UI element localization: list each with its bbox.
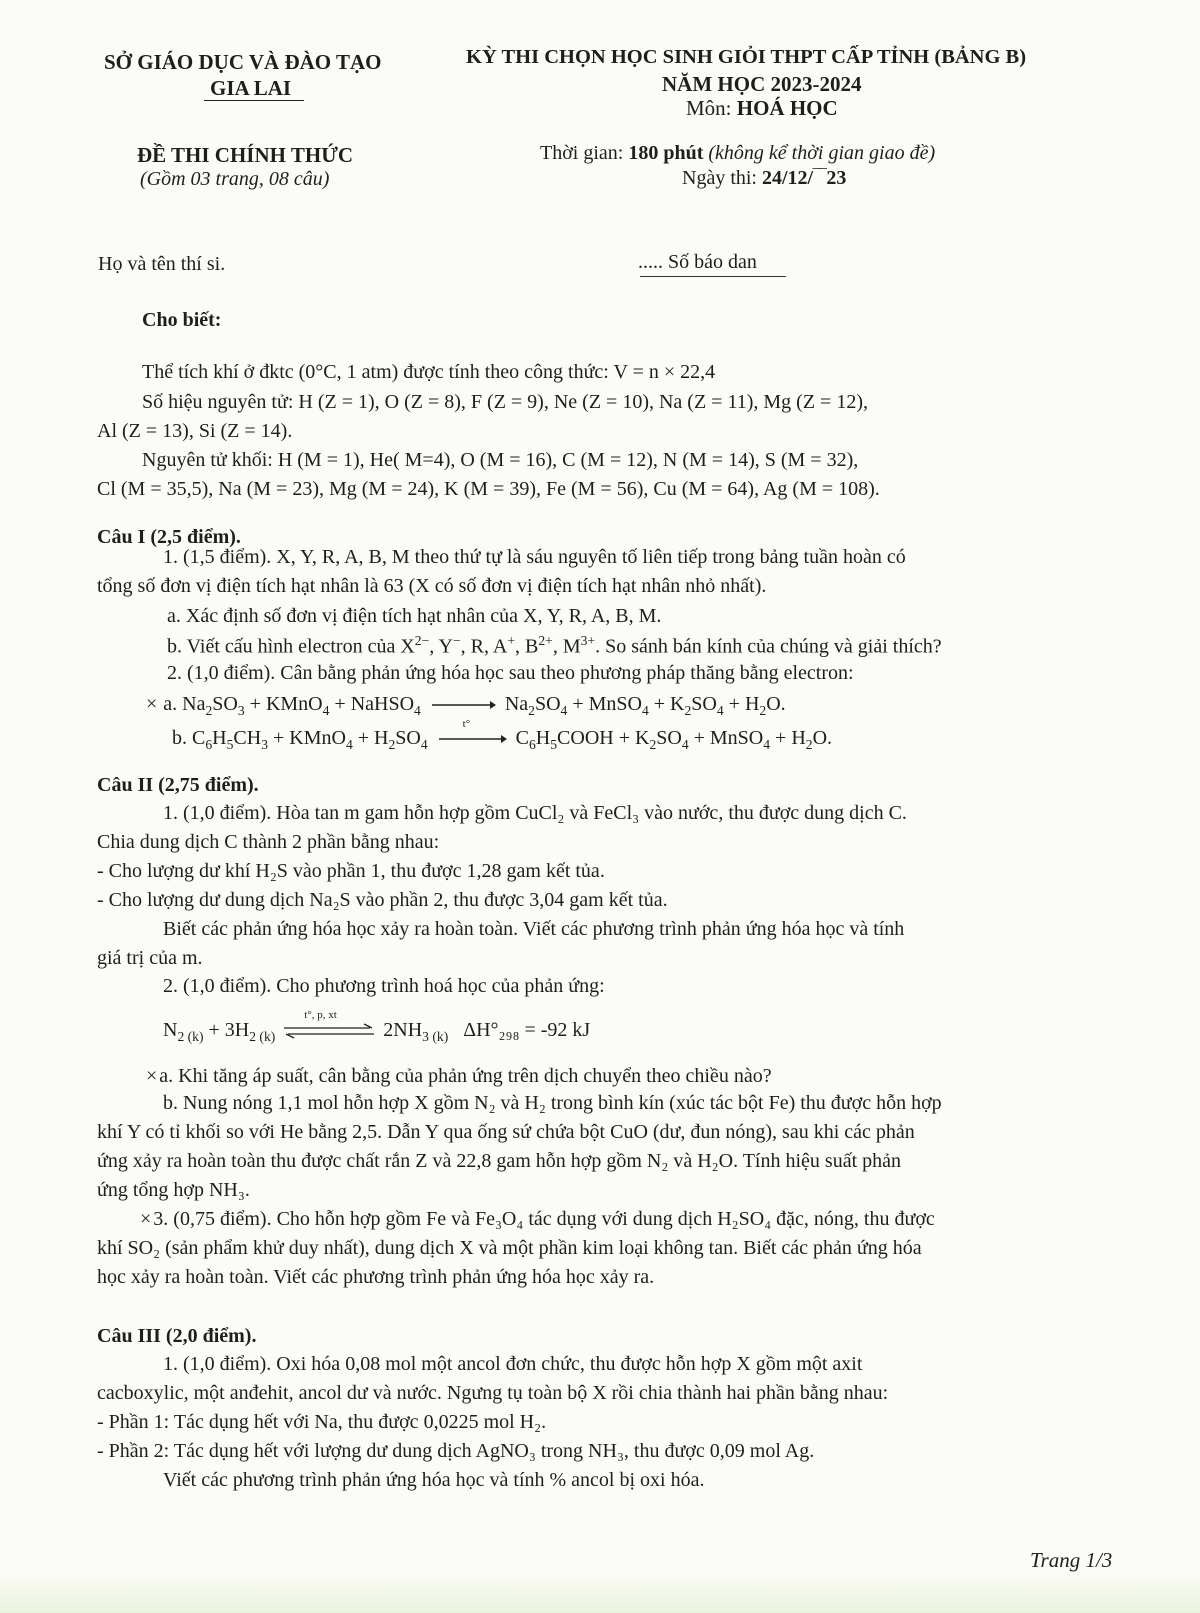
q2-title: Câu II (2,75 điểm). [97, 774, 259, 796]
subject-line [686, 98, 838, 119]
reaction-arrow [430, 698, 496, 712]
q1-part-b-tail: . So sánh bán kính của chúng và giải thích? [595, 635, 942, 658]
q2-part-b-line1: b. Nung nóng 1,1 mol hỗn hợp X gồm N₂ và H₂ trong bình kín (xúc tác bột Fe) thu được hỗn hợp [163, 1092, 942, 1114]
page-count-note: (Gồm 03 trang, 08 câu) [140, 168, 330, 190]
q1-part-a: a. Xác định số đơn vị điện tích hạt nhân của X, Y, R, A, B, M. [167, 605, 662, 627]
q2-part-b-line3: ứng xảy ra hoàn toàn thu được chất rắn Z và 22,8 gam hỗn hợp gồm N₂ và H₂O. Tính hiệu suất phản [97, 1150, 902, 1172]
q1-p1-line2: tổng số đơn vị điện tích hạt nhân là 63 (X có số đơn vị điện tích hạt nhân nhỏ nhất). [97, 575, 767, 597]
arrow-condition: t° [462, 718, 471, 731]
q1-part-b-text: b. Viết cấu hình electron của X [167, 635, 415, 658]
q3-title: Câu III (2,0 điểm). [97, 1325, 257, 1347]
province-name: GIA LAI [210, 76, 292, 100]
enthalpy: ΔH°₂₉₈ = -92 kJ [463, 1019, 591, 1041]
q1-title: Câu I (2,5 điểm). [97, 526, 241, 548]
q2-part-a [146, 1066, 772, 1086]
official-label: ĐỀ THI CHÍNH THỨC [137, 143, 354, 167]
q3-p1-line3: - Phần 1: Tác dụng hết với Na, thu được 0,0225 mol H₂. [97, 1411, 547, 1433]
department-name: SỞ GIÁO DỤC VÀ ĐÀO TẠO [104, 50, 382, 74]
q3-p1-line4: - Phần 2: Tác dụng hết với lượng dư dung dịch AgNO₃ trong NH₃, thu được 0,09 mol Ag. [97, 1440, 815, 1462]
q2-p1-line3: - Cho lượng dư khí H₂S vào phần 1, thu được 1,28 gam kết tủa. [97, 860, 605, 882]
q2-part-a-text: a. Khi tăng áp suất, cân bằng của phản ứng trên dịch chuyển theo chiều nào? [159, 1065, 772, 1087]
time-note: (không kể thời gian giao đề) [708, 142, 936, 164]
q2-p3-line2: khí SO₂ (sản phẩm khử duy nhất), dung dịch X và một phần kim loại không tan. Biết các phản ứng hóa [97, 1237, 922, 1259]
q2-p3-text: 3. (0,75 điểm). Cho hỗn hợp gồm Fe và Fe₃O₄ tác dụng với dung dịch H₂SO₄ đặc, nóng, thu được [153, 1208, 935, 1230]
subject-name: HOÁ HỌC [736, 96, 838, 120]
q2-equation: $N_{2 (k)} + 3H_{2 (k)}$ t°, p, xt $2NH_{3 (k)}$ ΔH°₂₉₈ = -92 kJ [163, 1009, 591, 1044]
q1-eq-a: × a. $Na_2SO_3$ + KMnO$_4$ + NaHSO$_4$ $Na_2SO_4$ + MnSO$_4$ + $K_2SO_4 + H_2O$. [146, 693, 786, 718]
q2-p3-line3: học xảy ra hoàn toàn. Viết các phương trình phản ứng hóa học xảy ra. [97, 1266, 655, 1288]
q2-part-b-line4: ứng tổng hợp NH₃. [97, 1179, 250, 1201]
q1-eq-a-label: a. [163, 693, 178, 715]
date-value: 24/12/‾‾23 [762, 167, 847, 189]
q2-part-b-line2: khí Y có tỉ khối so với He bằng 2,5. Dẫn Y qua ống sứ chứa bột CuO (dư, đun nóng), sau khi các phản [97, 1121, 915, 1143]
q1-part-b: b. Viết cấu hình electron của $X^{2-}$, Y−, R, A+, $B^{2+}$, $M^{3+}$. So sánh bán kính của chúng và giải thích? [167, 633, 942, 658]
candidate-number-line [640, 276, 786, 277]
q2-p1-line2: Chia dung dịch C thành 2 phần bằng nhau: [97, 831, 440, 853]
time-value: 180 phút [628, 142, 704, 164]
q2-p3-line1 [140, 1209, 935, 1229]
cross-mark: × [146, 1065, 158, 1087]
q1-eq-b-label: b. [172, 727, 187, 749]
given-line-m1: Nguyên tử khối: H (M = 1), He( M=4), O (M = 16), C (M = 12), N (M = 14), S (M = 32), [142, 449, 859, 471]
date-line [682, 168, 846, 188]
school-year: NĂM HỌC 2023-2024 [662, 72, 862, 96]
reaction-arrow-heated [437, 718, 507, 747]
candidate-name-label: Họ và tên thí si. [98, 253, 226, 275]
q2-p1-line1: 1. (1,0 điểm). Hòa tan m gam hỗn hợp gồm CuCl₂ và FeCl₃ vào nước, thu được dung dịch C. [163, 802, 907, 824]
scan-edge-tint [0, 1573, 1200, 1613]
time-line [540, 143, 935, 163]
given-line-m2: Cl (M = 35,5), Na (M = 23), Mg (M = 24), K (M = 39), Fe (M = 56), Cu (M = 64), Ag (M = 108). [97, 478, 880, 500]
cross-mark: × [140, 1208, 152, 1230]
q1-p1-line1: 1. (1,5 điểm). X, Y, R, A, B, M theo thứ tự là sáu nguyên tố liên tiếp trong bảng tuần hoàn có [163, 546, 906, 568]
subject-label: Môn: [686, 96, 732, 120]
exam-title: KỲ THI CHỌN HỌC SINH GIỎI THPT CẤP TỈNH (BẢNG B) [466, 46, 1027, 68]
date-label: Ngày thi: [682, 167, 757, 189]
arrow-condition: t°, p, xt [304, 1009, 337, 1022]
q2-p1-line5: Biết các phản ứng hóa học xảy ra hoàn toàn. Viết các phương trình phản ứng hóa học và tính [163, 918, 905, 940]
q2-p2: 2. (1,0 điểm). Cho phương trình hoá học của phản ứng: [163, 975, 605, 997]
q3-p1-line2: cacboxylic, một anđehit, ancol dư và nước. Ngưng tụ toàn bộ X rồi chia thành hai phần bằng nhau: [97, 1382, 889, 1404]
time-label: Thời gian: [540, 142, 624, 164]
candidate-number-label: ..... Số báo dan [638, 251, 757, 273]
cross-mark: × [146, 693, 158, 715]
equilibrium-arrow [282, 1009, 376, 1040]
given-line-z1: Số hiệu nguyên tử: H (Z = 1), O (Z = 8), F (Z = 9), Ne (Z = 10), Na (Z = 11), Mg (Z = 12), [142, 391, 868, 413]
q2-p1-line4: - Cho lượng dư dung dịch Na₂S vào phần 2, thu được 3,04 gam kết tủa. [97, 889, 668, 911]
q1-p2: 2. (1,0 điểm). Cân bằng phản ứng hóa học sau theo phương pháp thăng bằng electron: [167, 662, 854, 684]
given-line-gas: Thể tích khí ở đktc (0°C, 1 atm) được tính theo công thức: V = n × 22,4 [142, 361, 716, 383]
q2-p1-line6: giá trị của m. [97, 947, 203, 969]
q3-p1-line5: Viết các phương trình phản ứng hóa học và tính % ancol bị oxi hóa. [163, 1469, 705, 1491]
page-number: Trang 1/3 [1030, 1548, 1113, 1572]
given-line-z2: Al (Z = 13), Si (Z = 14). [97, 420, 293, 442]
q1-eq-b: b. $C_6H_5CH_3$ + KMnO$_4$ + $H_2SO_4$ t° $C_6H_5COOH + K_2SO_4$ + MnSO$_4$ + $H_2O$. [172, 718, 833, 752]
q3-p1-line1: 1. (1,0 điểm). Oxi hóa 0,08 mol một ancol đơn chức, thu được hỗn hợp X gồm một axit [163, 1353, 863, 1375]
given-title: Cho biết: [142, 309, 222, 331]
header-divider [204, 100, 304, 101]
